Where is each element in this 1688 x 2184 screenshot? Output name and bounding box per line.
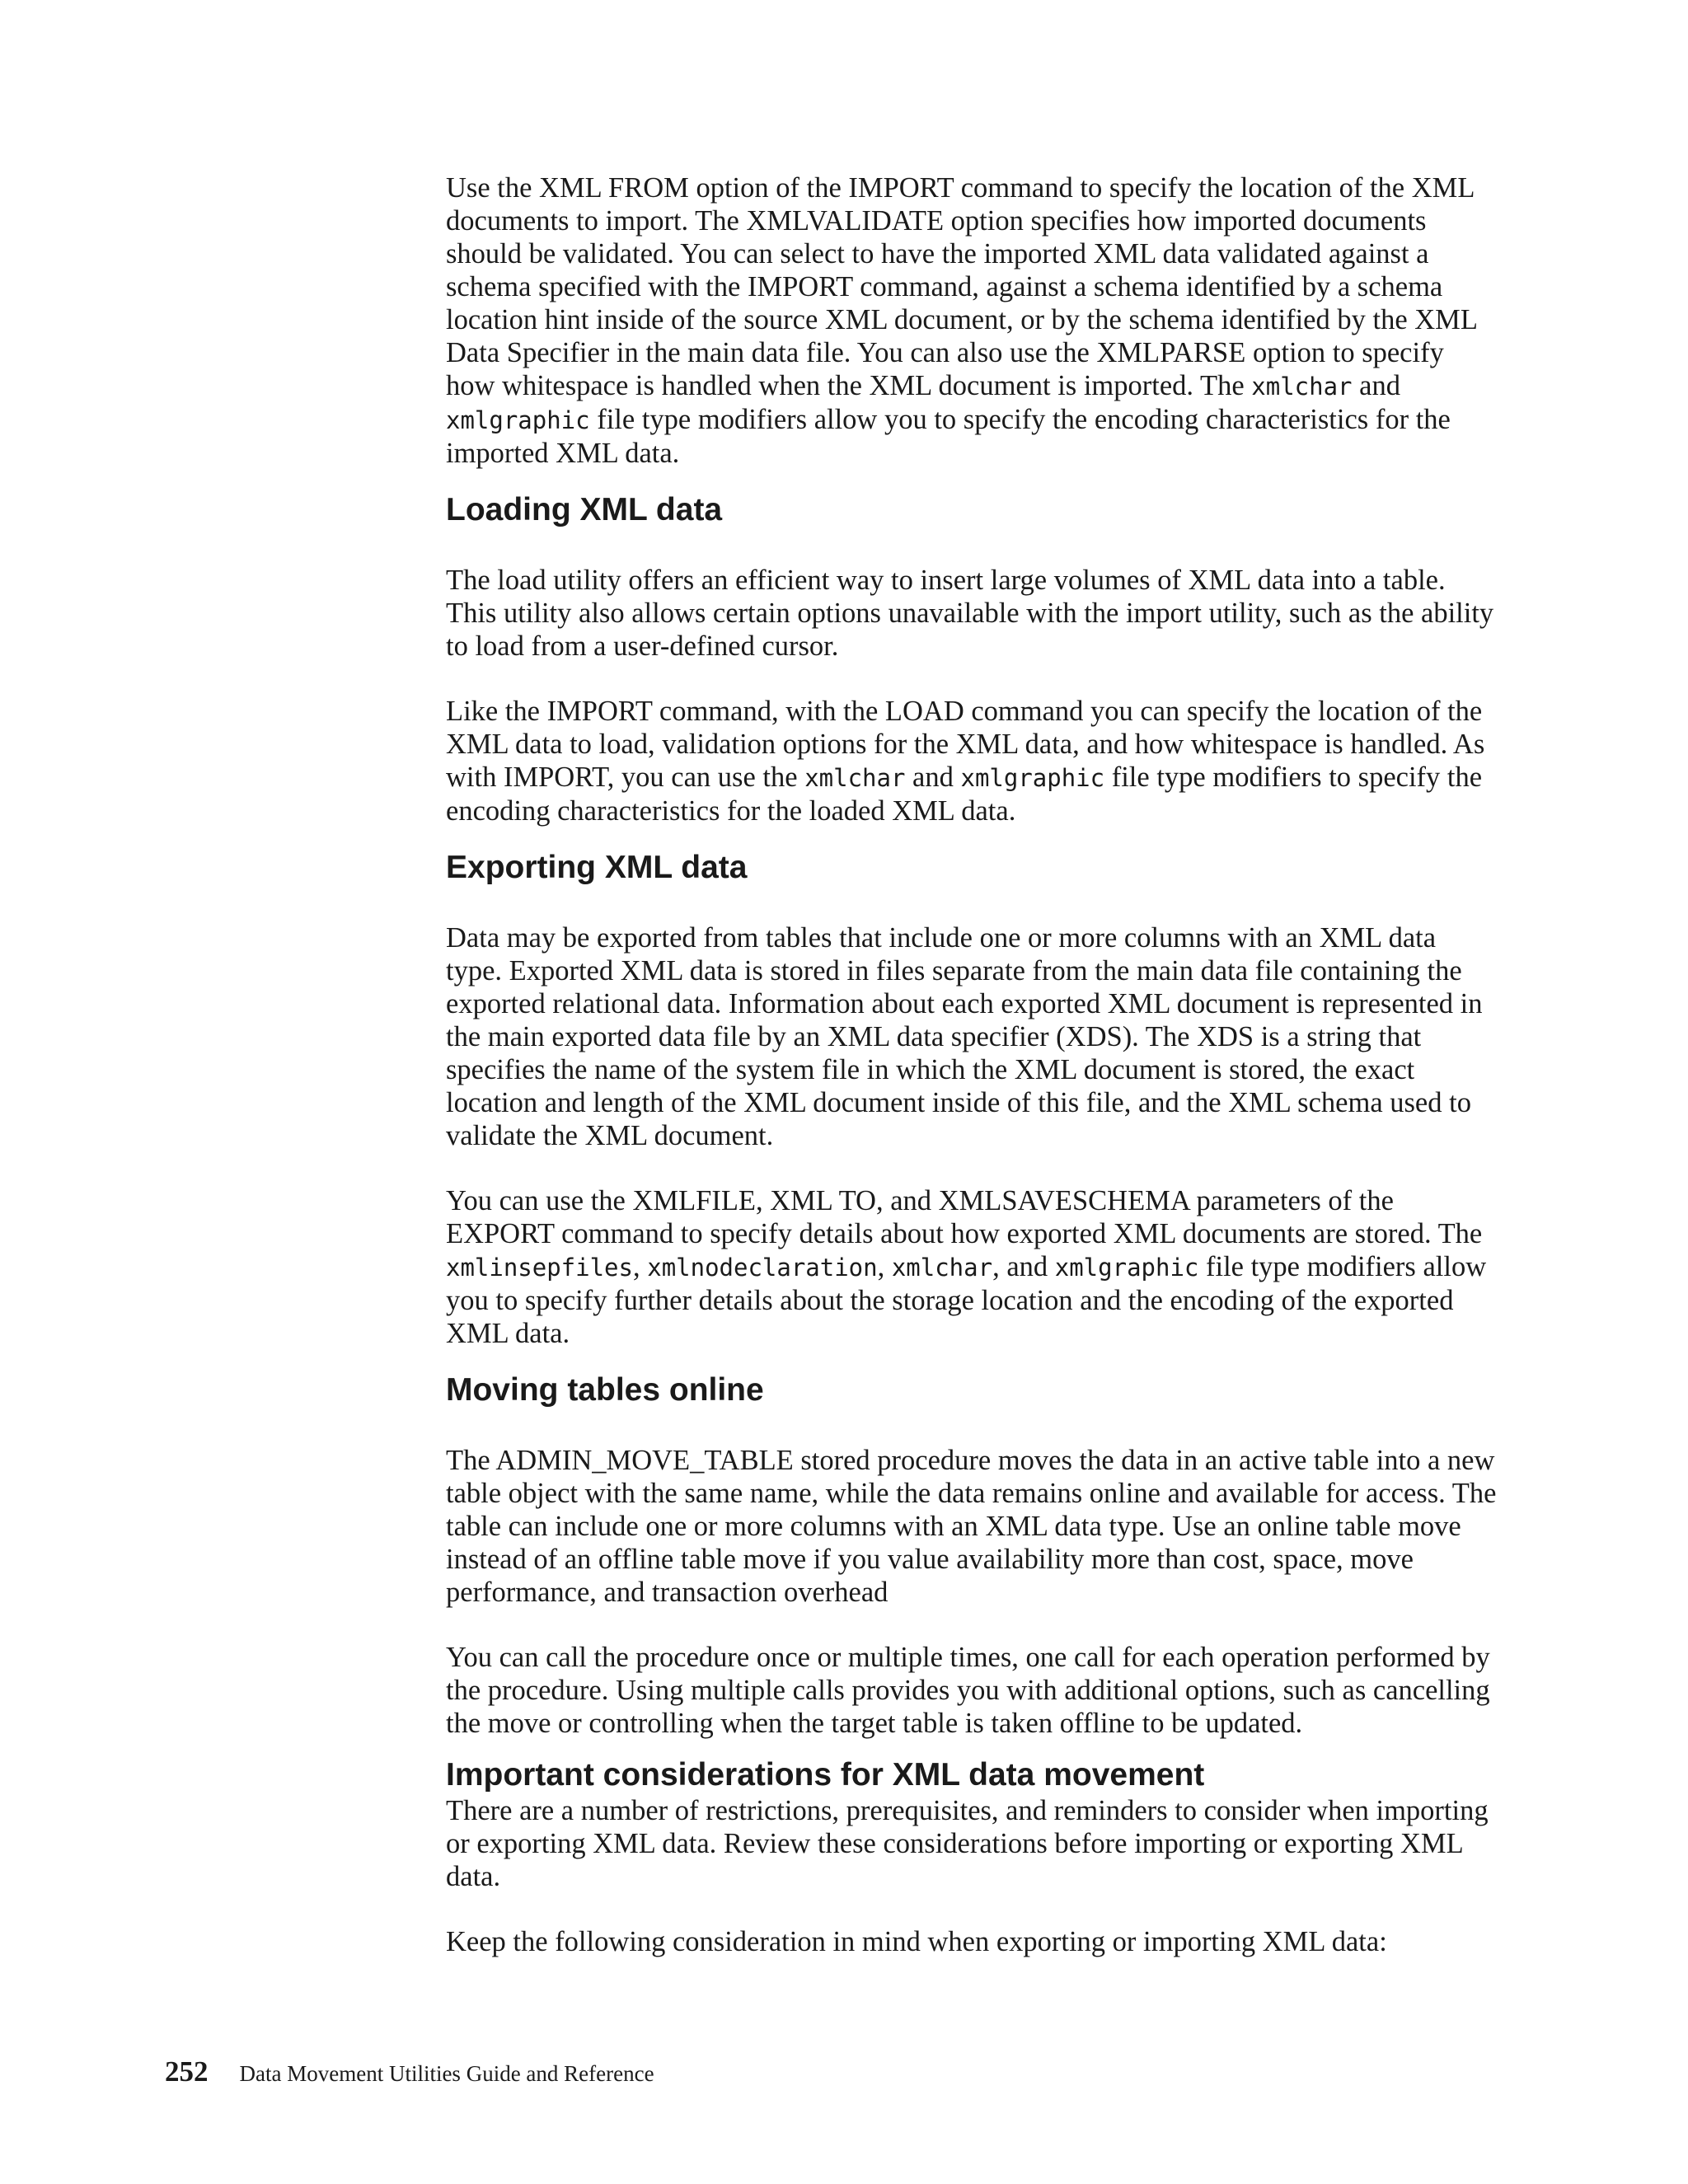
text-run: Like the IMPORT command, with the LOAD command you can specify the location of the XML data to load, validation options for the XML data, and how whitespace is handled. As with IMPORT, you can use the	[446, 696, 1485, 793]
moving-paragraph-1: The ADMIN_MOVE_TABLE stored procedure moves the data in an active table into a new table object with the same name, while the data remains online and available for access. The table can include one or more columns with an XML data type. Use an online table move instead of an offline table move if you value availability more than cost, space, move performance, and transaction overhead	[446, 1445, 1497, 1608]
code-xmlchar: xmlchar	[891, 1254, 993, 1282]
exporting-paragraph-1: Data may be exported from tables that include one or more columns with an XML data type. Exported XML data is stored in files separate from the main data file containing the exported relational data. Information about each exported XML document is represented in the main exported data file by an XML data specifier (XDS). The XDS is a string that specifies the name of the system file in which the XML document is stored, the exact location and length of the XML document inside of this file, and the XML schema used to validate the XML document.	[446, 922, 1483, 1151]
exporting-paragraph-2	[446, 1184, 1497, 1350]
page-content	[446, 171, 1497, 1990]
text-run: file type modifiers allow you to specify the encoding characteristics for the imported XML data.	[446, 404, 1451, 469]
page-footer	[165, 2055, 654, 2088]
code-xmlnodeclaration: xmlnodeclaration	[647, 1254, 878, 1282]
code-xmlgraphic: xmlgraphic	[1054, 1254, 1199, 1282]
heading-loading-xml-data: Loading XML data	[446, 492, 723, 527]
text-run: file type modifiers to specify the encoding characteristics for the loaded XML data.	[446, 762, 1483, 827]
heading-important-considerations: Important considerations for XML data movement	[446, 1757, 1205, 1793]
considerations-paragraph-1: There are a number of restrictions, prerequisites, and reminders to consider when importing or exporting XML data. Review these considerations before importing or exporting XML data.	[446, 1795, 1489, 1892]
code-xmlchar: xmlchar	[1251, 373, 1353, 401]
text-run: Use the XML FROM option of the IMPORT command to specify the location of the XML documents to import. The XMLVALIDATE option specifies how imported documents should be validated. You can select to have the imported XML data validated against a schema specified with the IMPORT command, against a schema identified by a schema location hint inside of the source XML document, or by the schema identified by the XML Data Specifier in the main data file. You can also use the XMLPARSE option to specify how whitespace is handled when the XML document is imported. The	[446, 172, 1477, 401]
loading-paragraph-2	[446, 695, 1497, 827]
text-run: , and	[992, 1251, 1055, 1282]
text-run: You can use the XMLFILE, XML TO, and XMLSAVESCHEMA parameters of the EXPORT command to specify details about how exported XML documents are stored. The	[446, 1185, 1483, 1249]
text-run: ,	[632, 1251, 648, 1282]
code-xmlinsepfiles: xmlinsepfiles	[446, 1254, 633, 1282]
code-xmlgraphic: xmlgraphic	[446, 406, 590, 434]
heading-exporting-xml-data: Exporting XML data	[446, 850, 748, 885]
code-xmlgraphic: xmlgraphic	[960, 764, 1105, 792]
book-title: Data Movement Utilities Guide and Reference	[239, 2061, 654, 2086]
intro-paragraph	[446, 171, 1497, 470]
code-xmlchar: xmlchar	[804, 764, 906, 792]
considerations-paragraph-2: Keep the following consideration in mind when exporting or importing XML data:	[446, 1926, 1387, 1957]
text-run: ,	[877, 1251, 892, 1282]
loading-paragraph-1: The load utility offers an efficient way to insert large volumes of XML data into a table. This utility also allows certain options unavailable with the import utility, such as the ability to load from a user-defined cursor.	[446, 565, 1494, 662]
moving-paragraph-2: You can call the procedure once or multiple times, one call for each operation performed by the procedure. Using multiple calls provides you with additional options, such as cancelling the move or controlling when the target table is taken offline to be updated.	[446, 1642, 1490, 1739]
text-run: file type modifiers allow you to specify further details about the storage location and the encoding of the exported XML data.	[446, 1251, 1487, 1349]
text-run: and	[1352, 370, 1400, 401]
text-run: and	[905, 762, 961, 793]
page-number: 252	[165, 2055, 209, 2088]
heading-moving-tables-online: Moving tables online	[446, 1372, 764, 1408]
